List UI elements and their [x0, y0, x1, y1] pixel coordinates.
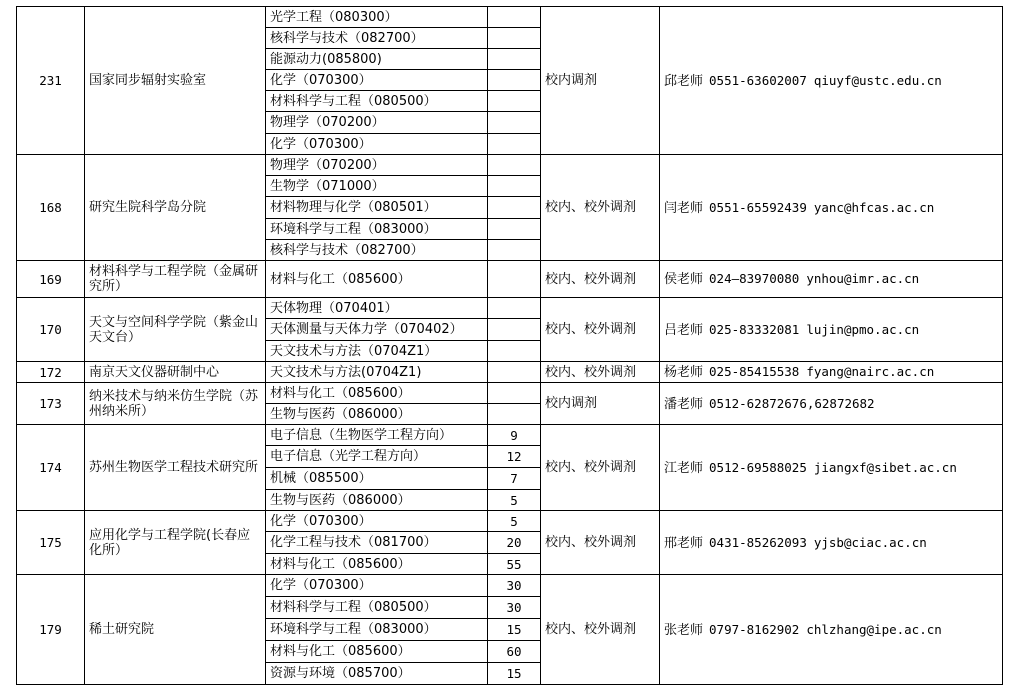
- major-cell: 环境科学与工程（083000）: [266, 619, 488, 641]
- contact-phone: 025-83332081: [709, 321, 800, 337]
- contact-teacher: 杨老师: [664, 365, 704, 380]
- unit-code-cell: 172: [17, 362, 85, 383]
- major-cell: 材料与化工（085600）: [266, 261, 488, 298]
- quota-cell: 7: [488, 468, 541, 490]
- major-cell: 生物与医药（086000）: [266, 490, 488, 511]
- contact-cell: [660, 383, 1003, 425]
- quota-cell: 55: [488, 554, 541, 575]
- major-cell: 环境科学与工程（083000）: [266, 219, 488, 240]
- major-cell: 核科学与技术（082700）: [266, 28, 488, 49]
- major-cell: 材料科学与工程（080500）: [266, 597, 488, 619]
- contact-teacher: 吕老师: [664, 322, 704, 338]
- quota-cell: [488, 383, 541, 404]
- adjust-type-cell: 校内、校外调剂: [541, 362, 660, 383]
- contact-email: lujin@pmo.ac.cn: [806, 321, 920, 337]
- major-cell: 机械（085500）: [266, 468, 488, 490]
- unit-code-cell: 175: [17, 511, 85, 575]
- contact-phone: 0551-63602007: [709, 72, 807, 88]
- major-cell: 电子信息（生物医学工程方向）: [266, 425, 488, 446]
- major-cell: 材料与化工（085600）: [266, 641, 488, 663]
- major-cell: 天文技术与方法（0704Z1）: [266, 341, 488, 362]
- contact-phone: 0551-65592439: [709, 199, 807, 215]
- contact-teacher: 闫老师: [664, 200, 704, 216]
- contact-cell: [660, 425, 1003, 511]
- unit-name-cell: 研究生院科学岛分院: [85, 155, 266, 261]
- unit-code-cell: 174: [17, 425, 85, 511]
- contact-cell: [660, 7, 1003, 155]
- contact-email: yjsb@ciac.ac.cn: [813, 534, 927, 550]
- quota-cell: 30: [488, 597, 541, 619]
- quota-cell: [488, 404, 541, 425]
- major-cell: 材料与化工（085600）: [266, 383, 488, 404]
- major-cell: 材料科学与工程（080500）: [266, 91, 488, 112]
- quota-cell: [488, 176, 541, 197]
- unit-name-cell: 南京天文仪器研制中心: [85, 362, 266, 383]
- major-cell: 材料物理与化学（080501）: [266, 197, 488, 219]
- unit-code-cell: 170: [17, 298, 85, 362]
- contact-teacher: 张老师: [664, 622, 704, 638]
- contact-teacher: 邱老师: [664, 73, 704, 89]
- quota-cell: [488, 298, 541, 319]
- contact-cell: [660, 261, 1003, 298]
- unit-code-cell: 231: [17, 7, 85, 155]
- quota-cell: [488, 219, 541, 240]
- adjust-type-cell: 校内、校外调剂: [541, 425, 660, 511]
- adjust-type-cell: 校内、校外调剂: [541, 511, 660, 575]
- major-cell: 化学（070300）: [266, 134, 488, 155]
- quota-cell: [488, 28, 541, 49]
- major-cell: 化学（070300）: [266, 70, 488, 91]
- major-cell: 光学工程（080300）: [266, 7, 488, 28]
- quota-cell: [488, 319, 541, 341]
- table-row: [17, 575, 1003, 597]
- major-cell: 能源动力(085800): [266, 49, 488, 70]
- quota-cell: 15: [488, 619, 541, 641]
- contact-email: jiangxf@sibet.ac.cn: [813, 459, 957, 475]
- contact-phone: 025-85415538: [709, 364, 800, 379]
- quota-cell: 30: [488, 575, 541, 597]
- contact-teacher: 邢老师: [664, 535, 704, 551]
- major-cell: 电子信息（光学工程方向）: [266, 446, 488, 468]
- contact-phone: 0512-62872676,62872682: [709, 395, 875, 411]
- contact-phone: 0431-85262093: [709, 534, 807, 550]
- contact-teacher: 江老师: [664, 460, 704, 476]
- contact-phone: 0512-69588025: [709, 459, 807, 475]
- adjust-type-cell: 校内、校外调剂: [541, 155, 660, 261]
- table-body: [17, 7, 1003, 685]
- quota-cell: 9: [488, 425, 541, 446]
- contact-email: fyang@nairc.ac.cn: [806, 364, 935, 379]
- table-row: [17, 298, 1003, 319]
- major-cell: 化学工程与技术（081700）: [266, 532, 488, 554]
- unit-name-cell: 国家同步辐射实验室: [85, 7, 266, 155]
- table-row: [17, 155, 1003, 176]
- quota-cell: [488, 362, 541, 383]
- quota-cell: 5: [488, 490, 541, 511]
- quota-cell: 12: [488, 446, 541, 468]
- contact-cell: [660, 511, 1003, 575]
- major-cell: 化学（070300）: [266, 511, 488, 532]
- unit-code-cell: 169: [17, 261, 85, 298]
- table-row: [17, 7, 1003, 28]
- quota-cell: [488, 155, 541, 176]
- quota-cell: [488, 197, 541, 219]
- table-row: [17, 261, 1003, 298]
- major-cell: 天体测量与天体力学（070402）: [266, 319, 488, 341]
- table-row: [17, 383, 1003, 404]
- contact-phone: 024—83970080: [709, 271, 800, 286]
- adjustment-table: [16, 6, 1003, 685]
- unit-name-cell: 纳米技术与纳米仿生学院（苏州纳米所）: [85, 383, 266, 425]
- contact-phone: 0797-8162902: [709, 621, 800, 637]
- contact-email: ynhou@imr.ac.cn: [806, 271, 920, 286]
- quota-cell: [488, 91, 541, 112]
- quota-cell: 60: [488, 641, 541, 663]
- major-cell: 材料与化工（085600）: [266, 554, 488, 575]
- table-row: [17, 425, 1003, 446]
- major-cell: 资源与环境（085700）: [266, 663, 488, 685]
- unit-name-cell: 苏州生物医学工程技术研究所: [85, 425, 266, 511]
- quota-cell: [488, 341, 541, 362]
- contact-cell: [660, 362, 1003, 383]
- contact-email: chlzhang@ipe.ac.cn: [806, 621, 942, 637]
- major-cell: 物理学（070200）: [266, 112, 488, 134]
- unit-code-cell: 179: [17, 575, 85, 685]
- contact-cell: [660, 298, 1003, 362]
- contact-cell: [660, 575, 1003, 685]
- adjust-type-cell: 校内调剂: [541, 383, 660, 425]
- quota-cell: [488, 49, 541, 70]
- unit-name-cell: 稀土研究院: [85, 575, 266, 685]
- major-cell: 核科学与技术（082700）: [266, 240, 488, 261]
- major-cell: 物理学（070200）: [266, 155, 488, 176]
- major-cell: 生物学（071000）: [266, 176, 488, 197]
- unit-name-cell: 材料科学与工程学院（金属研究所）: [85, 261, 266, 298]
- adjust-type-cell: 校内调剂: [541, 7, 660, 155]
- unit-name-cell: 应用化学与工程学院(长春应化所）: [85, 511, 266, 575]
- table-row: [17, 362, 1003, 383]
- adjust-type-cell: 校内、校外调剂: [541, 298, 660, 362]
- adjust-type-cell: 校内、校外调剂: [541, 575, 660, 685]
- quota-cell: 5: [488, 511, 541, 532]
- quota-cell: [488, 112, 541, 134]
- contact-teacher: 侯老师: [664, 272, 704, 287]
- major-cell: 天文技术与方法(0704Z1): [266, 362, 488, 383]
- quota-cell: [488, 134, 541, 155]
- contact-cell: [660, 155, 1003, 261]
- quota-cell: [488, 7, 541, 28]
- quota-cell: 20: [488, 532, 541, 554]
- unit-name-cell: 天文与空间科学学院（紫金山天文台）: [85, 298, 266, 362]
- contact-email: qiuyf@ustc.edu.cn: [813, 72, 942, 88]
- contact-teacher: 潘老师: [664, 396, 704, 412]
- major-cell: 化学（070300）: [266, 575, 488, 597]
- quota-cell: [488, 261, 541, 298]
- quota-cell: [488, 70, 541, 91]
- unit-code-cell: 168: [17, 155, 85, 261]
- adjust-type-cell: 校内、校外调剂: [541, 261, 660, 298]
- table-row: [17, 511, 1003, 532]
- quota-cell: [488, 240, 541, 261]
- major-cell: 生物与医药（086000）: [266, 404, 488, 425]
- contact-email: yanc@hfcas.ac.cn: [813, 199, 935, 215]
- quota-cell: 15: [488, 663, 541, 685]
- unit-code-cell: 173: [17, 383, 85, 425]
- major-cell: 天体物理（070401）: [266, 298, 488, 319]
